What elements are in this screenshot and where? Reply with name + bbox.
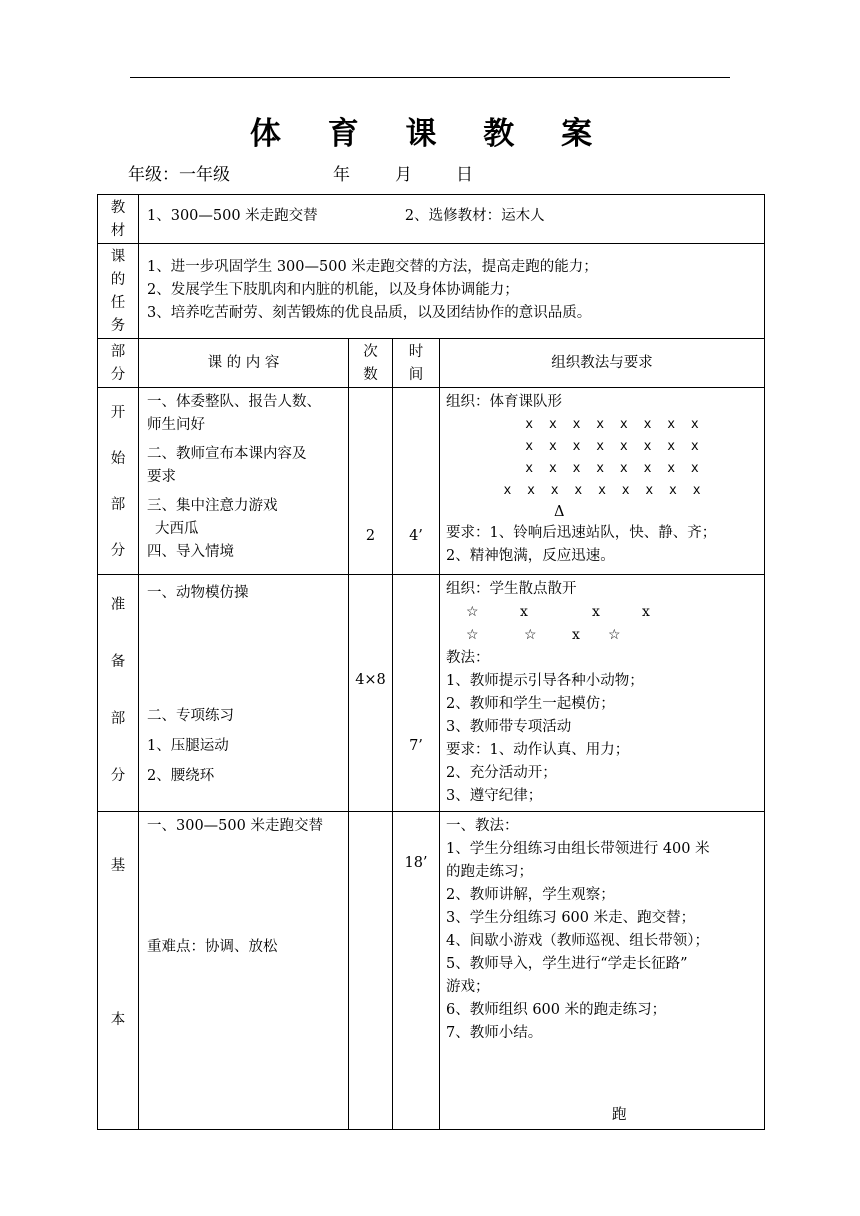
prep-label: 准 备 部 分: [98, 575, 139, 812]
formation-row: x x x x x x x x x: [503, 483, 705, 498]
header-rule: [130, 77, 730, 78]
table-header-row: [98, 339, 765, 388]
tasks-content: [139, 244, 765, 339]
prep-time: 7’: [393, 575, 440, 812]
formation-row: x x x x x x x x: [525, 417, 703, 432]
grade-label: 年级：一年级: [128, 165, 230, 185]
month-label: 月: [395, 165, 412, 185]
basic-method: 一、教法： 1、学生分组练习由组长带领进行 400 米 的跑走练习； 2、教师讲解，学生观察； 3、学生分组练习 600 米走、跑交替； 4、间歇小游戏（教师巡视、组长带领）； 5、教师导入，学生进行“学走长征路” 游戏； 6、教师组织 600 米的跑走练习； 7、教师小结。 跑: [440, 812, 765, 1130]
material-item-2: 2、选修教材：运木人: [404, 208, 545, 224]
year-label: 年: [333, 165, 350, 185]
task-line: 1、进一步巩固学生 300—500 米走跑交替的方法，提高走跑的能力；: [147, 259, 598, 275]
prep-content: 一、动物模仿操 二、专项练习 1、压腿运动 2、腰绕环: [139, 575, 349, 812]
page-title: 体 育 课 教 案: [249, 116, 611, 152]
teacher-mark: Δ: [554, 504, 565, 520]
basic-content: 一、300—500 米走跑交替 重难点：协调、放松: [139, 812, 349, 1130]
basic-label: 基 本: [98, 812, 139, 1130]
opening-method: 组织：体育课队形 x x x x x x x x x x x x x x x x x x x x x x x x x x x x x x x x x Δ 要求：1、铃响后迅速站队，快、静、齐； 2、精神饱满，反应迅速。: [440, 388, 765, 575]
header-time: 时 间: [393, 339, 440, 388]
material-item-1: 1、300—500 米走跑交替: [147, 208, 318, 224]
task-line: 2、发展学生下肢肌肉和内脏的机能，以及身体协调能力；: [147, 282, 519, 298]
materials-content: [139, 195, 765, 244]
lesson-plan-table: [97, 194, 765, 1130]
basic-row: [98, 812, 765, 1130]
formation-row: x x x x x x x x: [525, 439, 703, 454]
prep-count: 4×8: [349, 575, 393, 812]
basic-count: [349, 812, 393, 1130]
task-line: 3、培养吃苦耐劳、刻苦锻炼的优良品质，以及团结协作的意识品质。: [147, 305, 592, 321]
basic-bottom-char: 跑: [612, 1107, 627, 1123]
header-part: 部 分: [98, 339, 139, 388]
prep-method: 组织：学生散点散开 ☆ x x x ☆ ☆ x ☆ 教法： 1、教师提示引导各种小动物； 2、教师和学生一起模仿； 3、教师带专项活动 要求：1、动作认真、用力； 2、充分活动开； 3、遵守纪律；: [440, 575, 765, 812]
opening-row: [98, 388, 765, 575]
tasks-label: 课 的 任 务: [98, 244, 139, 339]
header-content: 课 的 内 容: [139, 339, 349, 388]
day-label: 日: [456, 165, 473, 185]
tasks-row: [98, 244, 765, 339]
materials-label: 教 材: [98, 195, 139, 244]
header-method: 组织教法与要求: [440, 339, 765, 388]
basic-time: 18’: [393, 812, 440, 1130]
opening-org: 组织：体育课队形: [446, 394, 562, 410]
materials-row: [98, 195, 765, 244]
scatter-formation: ☆ x x x ☆ ☆ x ☆: [466, 604, 650, 643]
opening-time: 4’: [393, 388, 440, 575]
formation-row: x x x x x x x x: [525, 461, 703, 476]
opening-label: 开 始 部 分: [98, 388, 139, 575]
opening-content: 一、体委整队、报告人数、 师生问好 二、教师宣布本课内容及 要求 三、集中注意力游戏 大西瓜 四、导入情境: [139, 388, 349, 575]
prep-row: [98, 575, 765, 812]
header-count: 次 数: [349, 339, 393, 388]
opening-count: 2: [349, 388, 393, 575]
